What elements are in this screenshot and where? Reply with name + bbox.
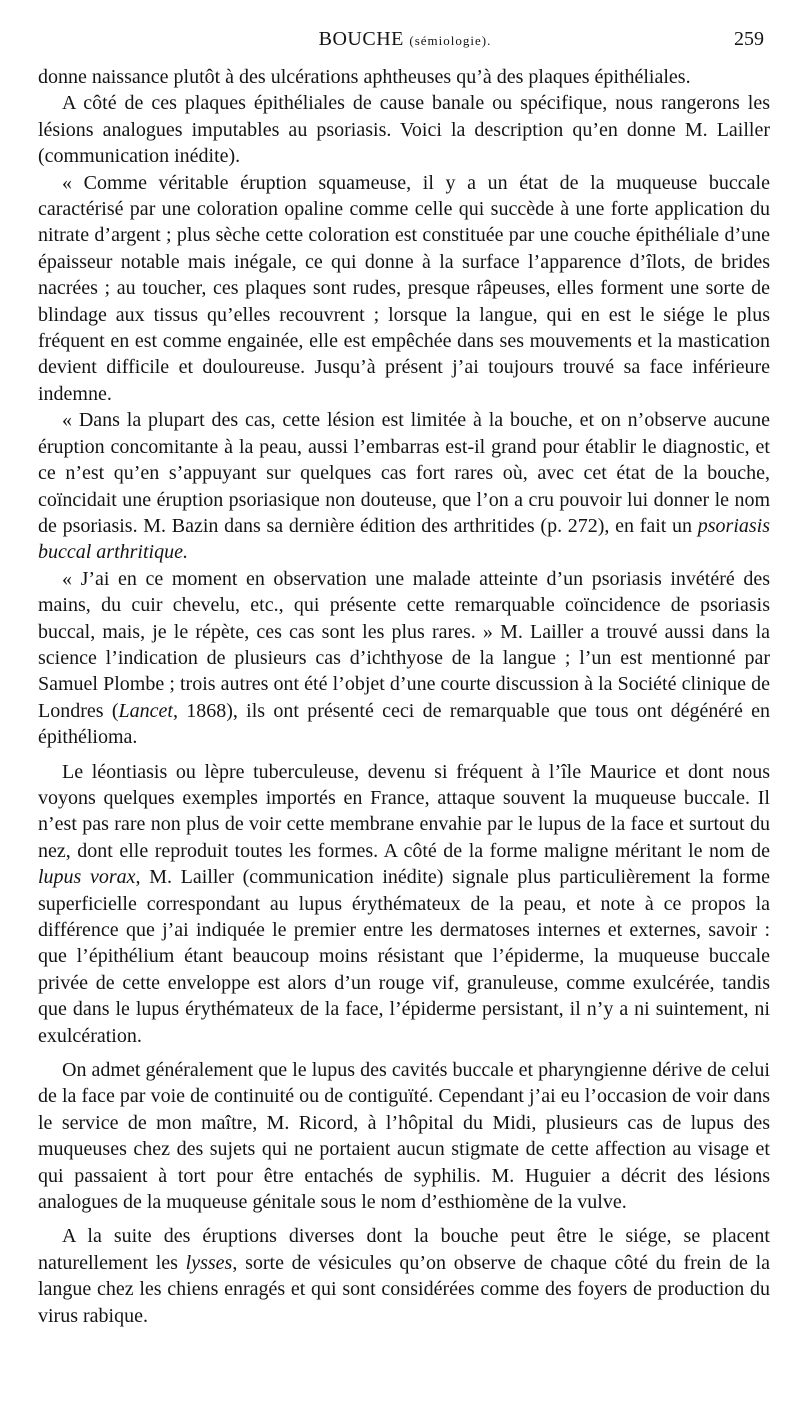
paragraph-lailler-quote-1: « Comme véritable éruption squameuse, il y a un état de la muqueuse buccale caractérisé par une coloration opaline comme celle qui succède à une forte application du nitrate d’argent ; plus sèche cette coloration est constituée par une couche épithéliale d’une épaisseur notable mais inégale, ce qui donne à la surface l’apparence d’îlots, de brides nacrées ; au toucher, ces plaques sont rudes, presque râpeuses, elles forment une sorte de blindage aux tissus qu’elles recouvrent ; lorsque la langue, qui en est le siége le plus fréquent en est comme engainée, elle est empêchée dans ses mouvements et la mastication devient difficile et douloureuse. Jusqu’à présent j’ai toujours trouvé sa face inférieure indemne. bbox=[38, 171, 770, 405]
body-text bbox=[38, 64, 770, 1329]
paragraph-text: , M. Lailler (communication inédite) signale plus particulièrement la forme superficielle correspondant au lupus érythémateux de la peau, et note à ce propos la différence que j’ai indiquée le premier entre les dermatoses internes et externes, savoir : que l’épithélium étant beaucoup moins résistant que l’épiderme, la muqueuse buccale privée de cette enveloppe est alors d’un rouge vif, granuleuse, comme exulcérée, tandis que dans le lupus érythémateux de la face, l’épiderme persistant, il n’y a ni suintement, ni exulcération. bbox=[38, 866, 770, 1047]
paragraph-lupus-cavities: On admet généralement que le lupus des cavités buccale et pharyngienne dérive de celui de la face par voie de continuité ou de contiguïté. Cependant j’ai eu l’occasion de voir dans le service de mon maître, M. Ricord, à l’hôpital du Midi, plusieurs cas de lupus des muqueuses chez des sujets qui ne portaient aucun stigmate de cette affection au visage et qui passaient à tort pour être entachés de syphilis. M. Huguier a décrit des lésions analogues de la muqueuse génitale sous le nom d’esthiomène de la vulve. bbox=[38, 1059, 770, 1214]
paragraph-text: Le léontiasis ou lèpre tuberculeuse, devenu si fréquent à l’île Maurice et dont nous voyons quelques exemples importés en France, attaque souvent la muqueuse buccale. Il n’est pas rare non plus de voir cette membrane envahie par le lupus de la face et surtout du nez, dont elle reproduit toutes les formes. A côté de la forme maligne méritant le nom de bbox=[38, 760, 770, 862]
paragraph-text: « J’ai en ce moment en observation une malade atteinte d’un psoriasis invétéré des mains, du cuir chevelu, etc., qui présente cette remarquable coïncidence de psoriasis buccal, mais, je le répète, ces cas sont les plus rares. » M. Lailler a trouvé aussi dans la science l’indication de plusieurs cas d’ichthyose de la langue ; l’un est mentionné par Samuel Plombe ; trois autres ont été l’objet d’une courte discussion à la Société clinique de Londres ( bbox=[38, 567, 770, 722]
italic-term-psoriasis-buccal: psoriasis buccal arthritique. bbox=[38, 514, 770, 564]
paragraph-text: , 1868), ils ont présenté ceci de remarquable que tous ont dégénéré en épithélioma. bbox=[38, 699, 770, 749]
running-title bbox=[38, 28, 772, 51]
italic-citation-lancet: Lancet bbox=[118, 699, 173, 722]
paragraph-text: A la suite des éruptions diverses dont la bouche peut être le siége, se placent naturellement les bbox=[38, 1225, 770, 1274]
italic-term-lysses: lysses bbox=[185, 1251, 233, 1274]
paragraph-text: « Dans la plupart des cas, cette lésion est limitée à la bouche, et on n’observe aucune éruption concomitante à la peau, aussi l’embarras est-il grand pour établir le diagnostic, et ce n’est qu’en s’appuyant sur quelques cas fort rares où, avec cet état de la bouche, coïncidait une éruption psoriasique non douteuse, que l’on a cru pouvoir lui donner le nom de psoriasis. M. Bazin dans sa dernière édition des arthritides (p. 272), en fait un bbox=[38, 409, 770, 537]
paragraph-psoriasis-intro: A côté de ces plaques épithéliales de cause banale ou spécifique, nous rangerons les lésions analogues imputables au psoriasis. Voici la description qu’en donne M. Lailler (communication inédite). bbox=[38, 92, 770, 168]
italic-term-lupus-vorax: lupus vorax bbox=[38, 866, 136, 889]
paragraph-continuation: donne naissance plutôt à des ulcérations aphtheuses qu’à des plaques épithéliales. bbox=[38, 66, 691, 88]
running-title-sub: (sémiologie). bbox=[409, 33, 492, 48]
paragraph-lailler-quote-2 bbox=[38, 407, 770, 565]
page-header bbox=[38, 28, 772, 56]
paragraph-lysses bbox=[38, 1223, 770, 1329]
running-title-main: BOUCHE bbox=[318, 28, 404, 50]
page-number: 259 bbox=[734, 28, 764, 50]
paragraph-lailler-quote-3 bbox=[38, 566, 770, 751]
paragraph-leontiasis bbox=[38, 759, 770, 1049]
paragraph-text: , sorte de vésicules qu’on observe de chaque côté du frein de la langue chez les chiens enragés et qui sont considérées comme des foyers de production du virus rabique. bbox=[38, 1251, 770, 1327]
